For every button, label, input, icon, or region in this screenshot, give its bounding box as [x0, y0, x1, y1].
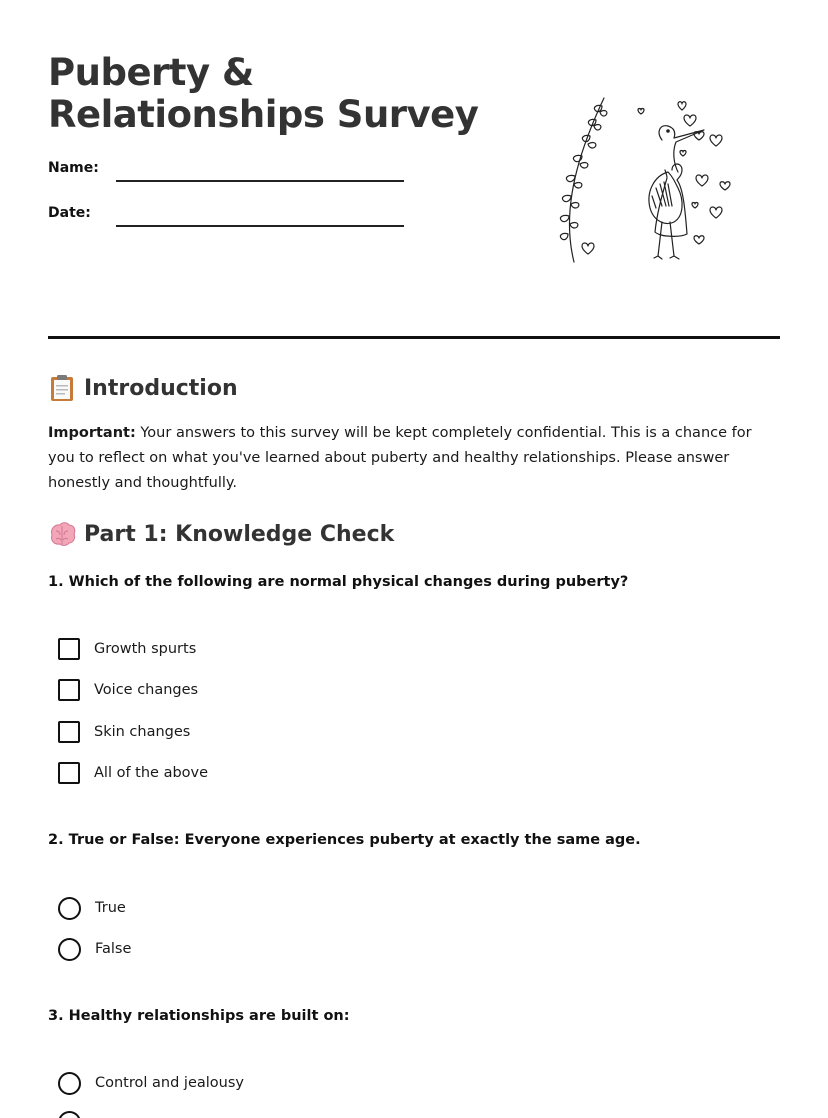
- intro-heading-text: Introduction: [84, 375, 238, 401]
- brain-icon: [48, 520, 76, 548]
- checkbox[interactable]: [58, 638, 80, 660]
- section-divider: [48, 336, 780, 339]
- option-label: Voice changes: [94, 682, 199, 698]
- question-2: 2. True or False: Everyone experiences puberty at exactly the same age.: [48, 832, 641, 848]
- intro-body: Your answers to this survey will be kept completely confidential. This is a chance for you to reflect on what you've learned about puberty and healthy relationships. Please answer honestly and thoughtfully.: [48, 425, 752, 491]
- option-true[interactable]: [58, 896, 126, 920]
- option-label: False: [95, 941, 132, 957]
- question-1: 1. Which of the following are normal physical changes during puberty?: [48, 574, 629, 590]
- radio-button[interactable]: [58, 938, 81, 961]
- part1-heading: [48, 520, 394, 548]
- part1-heading-text: Part 1: Knowledge Check: [84, 521, 395, 547]
- checkbox[interactable]: [58, 679, 80, 701]
- checkbox[interactable]: [58, 762, 80, 784]
- option-label: All of the above: [94, 765, 209, 781]
- intro-heading: [48, 374, 238, 402]
- option-voice-changes[interactable]: [58, 678, 198, 702]
- important-label: Important:: [48, 425, 136, 441]
- option-partially-visible[interactable]: [58, 1110, 81, 1118]
- name-input-line[interactable]: [116, 180, 404, 182]
- option-label: True: [95, 900, 126, 916]
- option-growth-spurts[interactable]: [58, 637, 196, 661]
- radio-button[interactable]: [58, 897, 81, 920]
- option-label: Growth spurts: [94, 641, 197, 657]
- page-title: Puberty & Relationships Survey: [48, 51, 479, 136]
- radio-button[interactable]: [58, 1111, 81, 1118]
- radio-button[interactable]: [58, 1072, 81, 1095]
- name-label: Name:: [48, 160, 99, 176]
- option-label: Skin changes: [94, 724, 191, 740]
- name-field[interactable]: [48, 160, 408, 184]
- option-false[interactable]: [58, 937, 131, 961]
- option-control-and-jealousy[interactable]: [58, 1071, 244, 1095]
- option-label: Control and jealousy: [95, 1075, 244, 1091]
- date-input-line[interactable]: [116, 225, 404, 227]
- option-all-of-the-above[interactable]: [58, 761, 208, 785]
- heron-and-girl-with-hearts-illustration: [544, 92, 740, 268]
- option-skin-changes[interactable]: [58, 720, 190, 744]
- clipboard-icon: [48, 374, 76, 402]
- intro-paragraph: [48, 421, 768, 496]
- question-3: 3. Healthy relationships are built on:: [48, 1008, 350, 1024]
- checkbox[interactable]: [58, 721, 80, 743]
- date-field[interactable]: [48, 205, 408, 229]
- date-label: Date:: [48, 205, 91, 221]
